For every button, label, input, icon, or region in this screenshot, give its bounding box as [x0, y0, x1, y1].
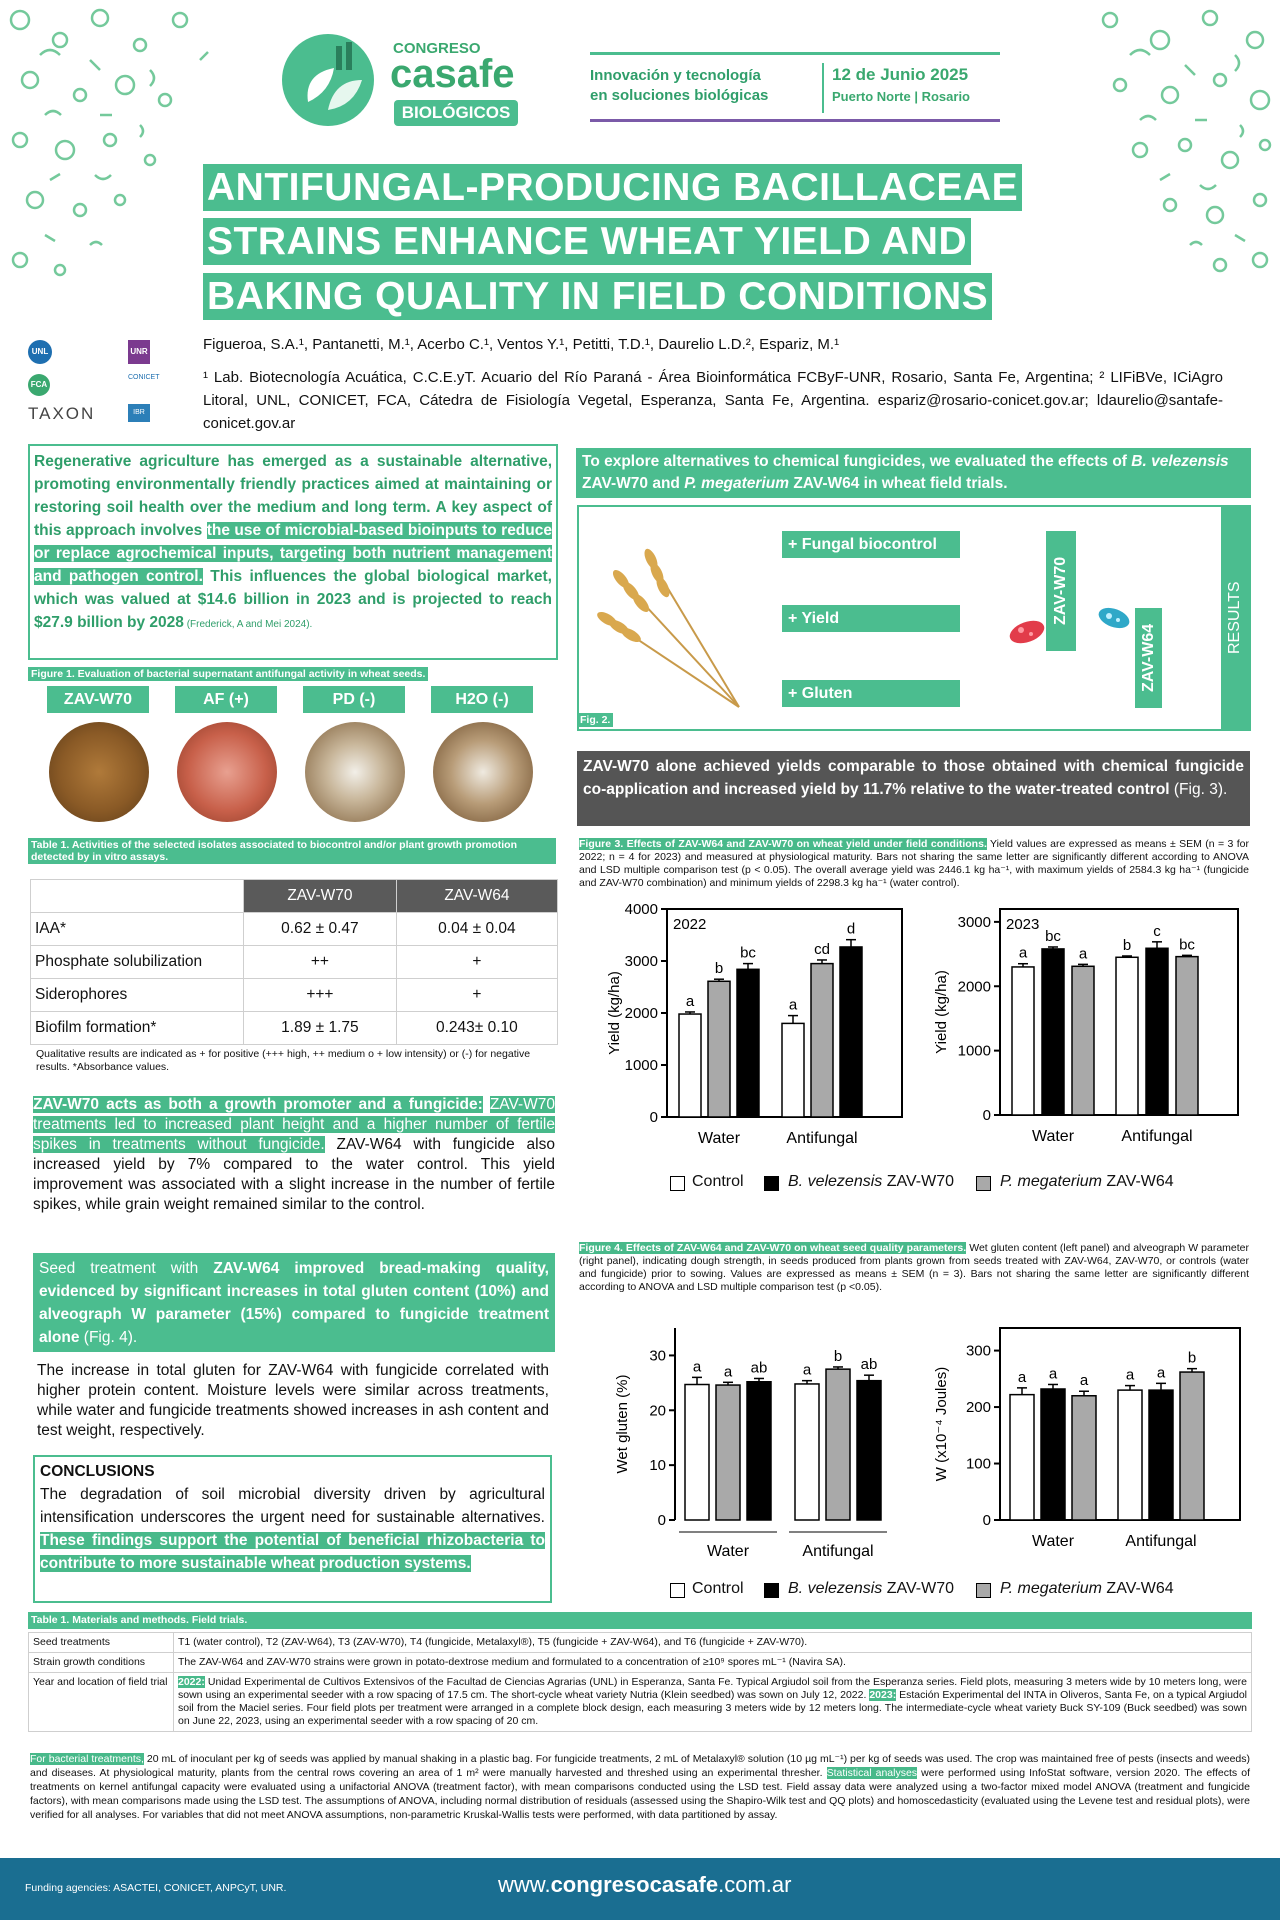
bar	[1072, 1396, 1096, 1520]
intro-text-2: This influences the global biological market, which was valued at $14.6 billion in 2023 and is projected to reach $27.9 billion by 2028	[34, 568, 552, 631]
activities-table	[30, 879, 558, 1045]
col-zav-w70: ZAV-W70	[244, 880, 397, 913]
significance-letter: d	[846, 920, 856, 938]
logo-unl: UNL	[28, 340, 52, 364]
legend-control: Control	[692, 1580, 744, 1597]
significance-letter: a	[1018, 944, 1028, 962]
intro-box	[28, 444, 558, 660]
panel-label: 2022	[673, 916, 707, 933]
fig3-legend	[670, 1172, 1230, 1196]
fig2-label: Fig. 2.	[577, 713, 613, 727]
title-line-3: BAKING QUALITY IN FIELD CONDITIONS	[203, 273, 992, 320]
decorative-pattern-right	[1050, 0, 1280, 300]
seed-dish-h2o	[433, 722, 533, 822]
objective-banner: To explore alternatives to chemical fungicides, we evaluated the effects of B. velezensis ZAV-W70 and P. megaterium ZAV-W64 in wheat field trials.	[576, 448, 1251, 498]
fig1-tag-af: AF (+)	[175, 686, 277, 713]
group-label: Antifungal	[1125, 1533, 1197, 1550]
panel-label: 2023	[1006, 916, 1040, 933]
table-row: IAA* 0.62 ± 0.47 0.04 ± 0.04	[31, 913, 558, 946]
significance-letter: ab	[860, 1356, 878, 1374]
tag-yield: + Yield	[782, 605, 960, 632]
fig1-tag-pd: PD (-)	[303, 686, 405, 713]
bar	[811, 964, 833, 1117]
significance-letter: cd	[814, 940, 830, 958]
significance-letter: bc	[740, 944, 756, 962]
seed-treatment-highlight: ZAV-W64 improved bread-making quality, evidenced by significant increases in total gluten content (10%) and alveograph W parameter (15%) compared to fungicide treatment alone	[39, 1260, 549, 1346]
materials-table	[28, 1632, 1252, 1732]
y-tick-label: 0	[649, 1109, 658, 1126]
y-tick-label: 30	[649, 1347, 666, 1365]
bar	[826, 1369, 850, 1520]
results-label: RESULTS	[1221, 507, 1249, 729]
table-row: Siderophores +++ +	[31, 979, 558, 1012]
table-row: Phosphate solubilization ++ +	[31, 946, 558, 979]
legend-w64: P. megaterium ZAV-W64	[1000, 1580, 1174, 1597]
y-tick-label: 4000	[624, 903, 658, 918]
bar	[1072, 966, 1094, 1115]
y-axis-label: W (x10⁻⁴ Joules)	[933, 1366, 950, 1482]
legend-control: Control	[692, 1173, 744, 1190]
event-banner	[590, 52, 1000, 122]
growth-heading: ZAV-W70 acts as both a growth promoter and a fungicide:	[33, 1096, 483, 1113]
legend-w70: B. velezensis ZAV-W70	[788, 1173, 954, 1190]
bar	[1041, 1389, 1065, 1520]
legend-w64: P. megaterium ZAV-W64	[1000, 1173, 1174, 1190]
legend-swatch-control	[670, 1583, 685, 1598]
event-place: Puerto Norte | Rosario	[832, 89, 970, 104]
chart-alveograph-w	[922, 1318, 1252, 1568]
table-row: Biofilm formation* 1.89 ± 1.75 0.243± 0.10	[31, 1012, 558, 1045]
logo-casafe: casafe	[390, 52, 515, 96]
bar	[857, 1381, 881, 1520]
conclusions-box	[33, 1455, 552, 1603]
conclusions-highlight: These findings support the potential of beneficial rhizobacteria to contribute to more sustainable wheat production systems.	[40, 1532, 545, 1572]
fig1-tag-h2o: H2O (-)	[431, 686, 533, 713]
bar	[1176, 957, 1198, 1115]
conclusions-title: CONCLUSIONS	[40, 1463, 155, 1480]
title-line-2: STRAINS ENHANCE WHEAT YIELD AND	[203, 218, 971, 265]
table-row: Seed treatments T1 (water control), T2 (ZAV-W64), T3 (ZAV-W70), T4 (fungicide, Metalaxyl®), T5 (fungicide + ZAV-W64), and T6 (fungicide + ZAV-W70).	[29, 1633, 1252, 1653]
gluten-paragraph: The increase in total gluten for ZAV-W64 with fungicide correlated with higher protein content. Moisture levels were similar across treatments, while water and fungicide treatments showed increases in ash content and test weight, respectively.	[37, 1362, 549, 1439]
significance-letter: bc	[1045, 927, 1061, 945]
conclusions-text: The degradation of soil microbial diversity driven by agricultural intensification underscores the urgent need for sustainable alternatives.	[40, 1486, 545, 1526]
significance-letter: a	[1078, 945, 1088, 963]
seed-dish-zav-w70	[49, 722, 149, 822]
fig3-label: Figure 3. Effects of ZAV-W64 and ZAV-W70 on wheat yield under field conditions.	[579, 838, 987, 850]
fig1-label: Figure 1. Evaluation of bacterial supernatant antifungal activity in wheat seeds.	[28, 667, 428, 681]
yield-result-banner: ZAV-W70 alone achieved yields comparable to those obtained with chemical fungicide co-application and increased yield by 11.7% relative to the water-treated control (Fig. 3).	[577, 751, 1250, 826]
y-axis-label: Yield (kg/ha)	[933, 970, 950, 1054]
bar	[1042, 949, 1064, 1115]
logo-mark-icon	[278, 30, 378, 130]
logo-unr: UNR	[128, 340, 150, 364]
fig1-tag-zav-w70: ZAV-W70	[47, 686, 149, 713]
casafe-logo	[278, 30, 540, 130]
chart-yield-2022	[597, 903, 917, 1168]
y-tick-label: 0	[657, 1512, 666, 1529]
intro-text-1: Regenerative agriculture has emerged as a sustainable alternative, promoting environmentally friendly practices aimed at maintaining or restoring soil health over the medium and long term. A key aspect of this approach involves	[34, 453, 552, 539]
label-zav-w70: ZAV-W70	[1046, 531, 1076, 651]
y-tick-label: 2000	[624, 1005, 658, 1022]
y-axis-label: Yield (kg/ha)	[606, 971, 623, 1055]
y-tick-label: 20	[649, 1402, 666, 1420]
y-tick-label: 3000	[957, 913, 991, 931]
growth-paragraph	[33, 1095, 555, 1215]
logo-fca: FCA	[28, 374, 50, 396]
fig4-caption: Figure 4. Effects of ZAV-W64 and ZAV-W70 on wheat seed quality parameters. Wet gluten content (left panel) and alveograph W parameter (right panel), indicating dough strength, in seeds produced from plants grown from seeds treated with ZAV-W64, ZAV-W70, or controls (water and fungicide) prior to sowing. Values are expressed as means ± SEM (n = 3). Bars not sharing the same letter are significantly different according to ANOVA and LSD multiple comparison test (p <0.05).	[579, 1242, 1250, 1293]
fig4-legend	[670, 1579, 1230, 1603]
table-header-row	[31, 880, 558, 913]
group-label: Antifungal	[802, 1543, 874, 1560]
bar	[679, 1014, 701, 1117]
seed-treatment-box: Seed treatment with ZAV-W64 improved bread-making quality, evidenced by significant increases in total gluten content (10%) and alveograph W parameter (15%) compared to fungicide treatment alone (Fig. 4).	[33, 1253, 555, 1352]
table1-label: Table 1. Activities of the selected isolates associated to biocontrol and/or plant growth promotion detected by in vitro assays.	[28, 838, 556, 864]
significance-letter: b	[1122, 936, 1132, 954]
y-axis-label: Wet gluten (%)	[614, 1374, 631, 1474]
footer	[0, 1858, 1280, 1920]
bar	[737, 969, 759, 1117]
legend-swatch-w64	[976, 1176, 991, 1191]
bacteria-w64-icon	[1094, 600, 1134, 636]
bacteria-w70-icon	[1005, 612, 1049, 652]
significance-letter: a	[685, 992, 695, 1010]
bar	[1012, 967, 1034, 1115]
legend-swatch-w70	[764, 1176, 779, 1191]
y-tick-label: 10	[649, 1457, 666, 1475]
bar	[782, 1023, 804, 1117]
methods-paragraph: For bacterial treatments, 20 mL of inoculant per kg of seeds was applied by manual shaking in a plastic bag. For fungicide treatments, 2 mL of Metalaxyl® solution (10 µg mL⁻¹) per kg of seeds was used. The crop was maintained free of pests (insects and weeds) and diseases. At physiological maturity, plants from the central rows covering an area of 1 m² were manually harvested and threshed using an experimental thresher. Statistical analyses were performed using InfoStat software, version 2020. The effects of treatments on kernel antifungal capacity were evaluated using a unifactorial ANOVA (treatment factor), with mean comparisons conducted using the LSD test. Field assay data were analyzed using a two-factor mixed model ANOVA (treatment and fungicide factors), with mean comparisons made using the LSD test. The assumptions of ANOVA, including normal distribution of residuals (assessed using the Shapiro-Wilk test and QQ plots) and homoscedasticity (evaluated using the Levene test and residual plots), were verified for all analyses. For variables that did not meet ANOVA assumptions, non-parametric Kruskal-Wallis tests were performed, with data partitioned by assay.	[30, 1753, 1250, 1821]
y-tick-label: 1000	[624, 1057, 658, 1074]
significance-letter: a	[1079, 1372, 1089, 1390]
chart-wet-gluten	[607, 1318, 927, 1568]
seed-dish-pd	[305, 722, 405, 822]
legend-swatch-w70	[764, 1583, 779, 1598]
significance-letter: ab	[750, 1359, 768, 1377]
y-tick-label: 200	[965, 1399, 991, 1417]
significance-letter: bc	[1179, 936, 1195, 954]
affiliations: ¹ Lab. Biotecnología Acuática, C.C.E.yT. Acuario del Río Paraná - Área Bioinformática FCByF-UNR, Rosario, Santa Fe, Argentina; ² LIFiBVe, ICiAgro Litoral, UNL, CONICET, FCA, Cátedra de Fisiología Vegetal, Esperanza, Santa Fe, Argentina. espariz@rosario-conicet.gov.ar; ldaurelio@santafe-conicet.gov.ar	[203, 369, 1223, 432]
materials-label: Table 1. Materials and methods. Field trials.	[28, 1612, 1252, 1629]
significance-letter: a	[723, 1363, 733, 1381]
legend-w70: B. velezensis ZAV-W70	[788, 1580, 954, 1597]
event-line2: en soluciones biológicas	[590, 87, 769, 104]
event-date: 12 de Junio 2025	[832, 65, 969, 84]
fig4-label: Figure 4. Effects of ZAV-W64 and ZAV-W70 on wheat seed quality parameters.	[579, 1242, 967, 1254]
y-tick-label: 0	[982, 1107, 991, 1124]
bar	[1180, 1372, 1204, 1520]
group-label: Water	[1031, 1128, 1075, 1145]
significance-letter: a	[692, 1358, 702, 1376]
bar	[685, 1385, 709, 1520]
event-line1: Innovación y tecnología	[590, 67, 761, 84]
chart-yield-2023	[922, 903, 1252, 1168]
significance-letter: b	[1187, 1349, 1197, 1367]
y-tick-label: 100	[965, 1455, 991, 1473]
significance-letter: b	[714, 960, 724, 978]
y-tick-label: 0	[982, 1512, 991, 1529]
group-label: Antifungal	[1121, 1128, 1193, 1145]
bar	[840, 947, 862, 1117]
legend-swatch-w64	[976, 1583, 991, 1598]
bar	[795, 1384, 819, 1520]
fig3-caption: Figure 3. Effects of ZAV-W64 and ZAV-W70 on wheat yield under field conditions. Yield values are expressed as means ± SEM (n = 3 for 2022; n = 4 for 2023) and measured at physiological maturity. Bars not sharing the same letter are significantly different according to ANOVA and LSD multiple comparison test (p < 0.05). The overall average yield was 2446.1 kg ha⁻¹, with maximum yields of 2584.3 kg ha⁻¹ (fungicide and ZAV-W70 combination) and minimum yields of 2298.3 kg ha⁻¹ (water control).	[579, 838, 1249, 889]
bar	[1149, 1390, 1173, 1520]
bar	[747, 1382, 771, 1520]
group-label: Water	[697, 1130, 741, 1147]
significance-letter: a	[1017, 1368, 1027, 1386]
growth-text: ZAV-W64 with fungicide also increased yield by 7% compared to the water control. This yield improvement was associated with a slight increase in the number of fertile spikes, while grain weight remained similar to the control.	[33, 1136, 555, 1213]
table1-note: Qualitative results are indicated as + for positive (+++ high, ++ medium o + low intensity) or (-) for negative results. *Absorbance values.	[36, 1048, 531, 1073]
significance-letter: a	[788, 996, 798, 1014]
group-label: Antifungal	[786, 1130, 858, 1147]
seed-dish-af	[177, 722, 277, 822]
logo-taxon: TAXON	[28, 404, 96, 423]
significance-letter: a	[1156, 1364, 1166, 1382]
intro-highlight: the use of microbial-based bioinputs to reduce or replace agrochemical inputs, targeting both nutrient management and pathogen control.	[34, 522, 552, 585]
decorative-pattern-left	[0, 0, 230, 300]
table-row: Year and location of field trial 2022: Unidad Experimental de Cultivos Extensivos of the Facultad de Ciencias Agrarias (UNL) in Esperanza, Santa Fe. Typical Argiudol soil from the Esperanza series. Field plots, measuring 3 meters wide by 10 meters long, were sown using an experimental seeder with a row spacing of 17.5 cm. The short-cycle wheat variety Nutria (Klein seedbed) was sown on July 12, 2022. 2023: Estación Experimental del INTA in Oliveros, Santa Fe, on a typical Argiudol soil from the Maciel series. Four field plots per treatment were arranged in a complete block design, each measuring 3 meters wide by 12 meters long. The intermediate-cycle wheat variety Buck SY-109 (Buck seedbed) was sown on June 22, 2023, using an experimental seeder with a row spacing of 20 cm.	[29, 1673, 1252, 1732]
significance-letter: a	[802, 1361, 812, 1379]
intro-citation: (Frederick, A and Mei 2024).	[183, 619, 313, 630]
y-tick-label: 300	[965, 1342, 991, 1360]
significance-letter: b	[833, 1347, 843, 1365]
bar	[1010, 1395, 1034, 1520]
label-zav-w64: ZAV-W64	[1135, 608, 1162, 708]
bar	[708, 981, 730, 1117]
logo-biologicos: BIOLÓGICOS	[394, 100, 518, 126]
y-tick-label: 1000	[957, 1042, 991, 1060]
wheat-illustration	[589, 537, 759, 717]
bar	[1146, 948, 1168, 1115]
table-row: Strain growth conditions The ZAV-W64 and ZAV-W70 strains were grown in potato-dextrose medium and formulated to a concentration of ≥10⁹ spores mL⁻¹ (Navira SA).	[29, 1653, 1252, 1673]
bar	[1118, 1390, 1142, 1520]
significance-letter: c	[1153, 922, 1161, 940]
institution-logos	[28, 338, 188, 428]
bar	[716, 1385, 740, 1520]
legend-swatch-control	[670, 1176, 685, 1191]
tag-fungal-biocontrol: + Fungal biocontrol	[782, 531, 960, 558]
y-tick-label: 3000	[624, 953, 658, 970]
significance-letter: a	[1048, 1365, 1058, 1383]
group-label: Water	[1031, 1533, 1075, 1550]
col-zav-w64: ZAV-W64	[396, 880, 557, 913]
logo-conicet: CONICET	[128, 374, 160, 381]
footer-url[interactable]: www.congresocasafe.com.ar	[498, 1872, 792, 1897]
y-tick-label: 2000	[957, 978, 991, 996]
bar	[1116, 957, 1138, 1115]
funding-agencies: Funding agencies: ASACTEI, CONICET, ANPCyT, UNR.	[25, 1882, 287, 1894]
tag-gluten: + Gluten	[782, 680, 960, 707]
significance-letter: a	[1125, 1366, 1135, 1384]
group-label: Water	[706, 1543, 750, 1560]
logo-ibr: IBR	[128, 404, 150, 422]
logo-congreso: CONGRESO	[393, 40, 481, 57]
growth-highlight: ZAV-W70 treatments led to increased plant height and a higher number of fertile spikes in treatments without fungicide.	[33, 1096, 555, 1153]
title-line-1: ANTIFUNGAL-PRODUCING BACILLACEAE	[203, 164, 1022, 211]
authors: Figueroa, S.A.¹, Pantanetti, M.¹, Acerbo C.¹, Ventos Y.¹, Petitti, T.D.¹, Daurelio L.D.², Espariz, M.¹	[203, 336, 840, 353]
